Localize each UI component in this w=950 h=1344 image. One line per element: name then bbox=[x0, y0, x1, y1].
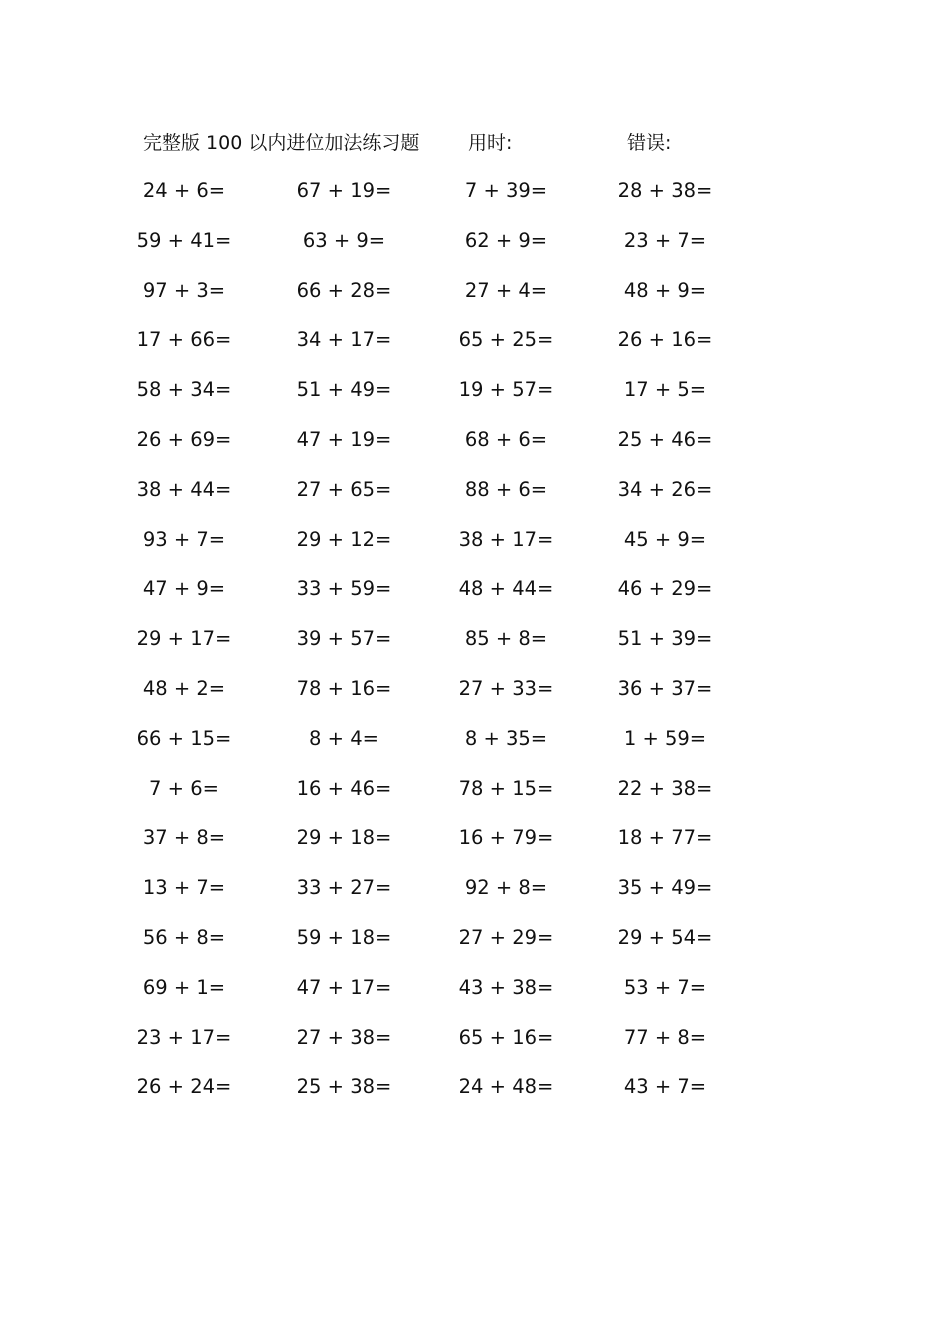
addition-problem: 27 + 33= bbox=[458, 676, 554, 700]
addition-problem: 77 + 8= bbox=[623, 1025, 707, 1049]
addition-problem: 39 + 57= bbox=[296, 627, 392, 651]
addition-problem: 65 + 16= bbox=[458, 1025, 554, 1049]
addition-problem: 18 + 77= bbox=[617, 826, 713, 850]
addition-problem: 23 + 17= bbox=[136, 1025, 232, 1049]
addition-problem: 66 + 15= bbox=[136, 726, 232, 750]
addition-problem: 25 + 38= bbox=[296, 1075, 392, 1099]
addition-problem: 13 + 7= bbox=[142, 876, 226, 900]
problem-row bbox=[0, 425, 950, 475]
problem-row bbox=[0, 973, 950, 1023]
problem-row bbox=[0, 1023, 950, 1073]
addition-problem: 16 + 46= bbox=[296, 776, 392, 800]
addition-problem: 24 + 48= bbox=[458, 1075, 554, 1099]
addition-problem: 17 + 66= bbox=[136, 328, 232, 352]
addition-problem: 56 + 8= bbox=[142, 925, 226, 949]
addition-problem: 93 + 7= bbox=[142, 527, 226, 551]
addition-problem: 34 + 26= bbox=[617, 477, 713, 501]
addition-problem: 24 + 6= bbox=[142, 179, 226, 202]
addition-problem: 46 + 29= bbox=[617, 577, 713, 601]
addition-problem: 36 + 37= bbox=[617, 676, 713, 700]
time-used-label: 用时: bbox=[468, 132, 513, 154]
addition-problem: 38 + 17= bbox=[458, 527, 554, 551]
addition-problem: 53 + 7= bbox=[623, 975, 707, 999]
addition-problem: 92 + 8= bbox=[464, 876, 548, 900]
addition-problem: 27 + 38= bbox=[296, 1025, 392, 1049]
addition-problem: 78 + 15= bbox=[458, 776, 554, 800]
addition-problem: 19 + 57= bbox=[458, 378, 554, 402]
addition-problem: 33 + 59= bbox=[296, 577, 392, 601]
addition-problem: 48 + 2= bbox=[142, 676, 226, 700]
addition-problem: 66 + 28= bbox=[296, 278, 392, 302]
addition-problem: 37 + 8= bbox=[142, 826, 226, 850]
problem-row bbox=[0, 873, 950, 923]
addition-problem: 1 + 59= bbox=[623, 726, 707, 750]
addition-problem: 59 + 18= bbox=[296, 925, 392, 949]
addition-problem: 22 + 38= bbox=[617, 776, 713, 800]
addition-problem: 48 + 9= bbox=[623, 278, 707, 302]
addition-problem: 29 + 18= bbox=[296, 826, 392, 850]
problem-row bbox=[0, 325, 950, 375]
addition-problem: 65 + 25= bbox=[458, 328, 554, 352]
addition-problem: 47 + 17= bbox=[296, 975, 392, 999]
problem-row bbox=[0, 375, 950, 425]
problem-row bbox=[0, 276, 950, 326]
addition-problem: 68 + 6= bbox=[464, 427, 548, 451]
addition-problem: 43 + 7= bbox=[623, 1075, 707, 1099]
addition-problem: 45 + 9= bbox=[623, 527, 707, 551]
addition-problem: 29 + 12= bbox=[296, 527, 392, 551]
addition-problem: 29 + 17= bbox=[136, 627, 232, 651]
problem-row bbox=[0, 525, 950, 575]
addition-problem: 88 + 6= bbox=[464, 477, 548, 501]
addition-problem: 58 + 34= bbox=[136, 378, 232, 402]
problem-row bbox=[0, 1072, 950, 1122]
problem-row bbox=[0, 674, 950, 724]
problem-row bbox=[0, 226, 950, 276]
addition-problem: 26 + 24= bbox=[136, 1075, 232, 1099]
addition-problem: 43 + 38= bbox=[458, 975, 554, 999]
addition-problem: 7 + 39= bbox=[464, 179, 548, 202]
addition-problem: 78 + 16= bbox=[296, 676, 392, 700]
addition-problem: 67 + 19= bbox=[296, 179, 392, 202]
error-count-label: 错误: bbox=[627, 132, 672, 154]
addition-problem: 16 + 79= bbox=[458, 826, 554, 850]
addition-problem: 47 + 9= bbox=[142, 577, 226, 601]
addition-problem: 8 + 4= bbox=[309, 726, 379, 750]
addition-problem: 33 + 27= bbox=[296, 876, 392, 900]
addition-problem: 28 + 38= bbox=[617, 179, 713, 202]
addition-problem: 23 + 7= bbox=[623, 228, 707, 252]
problem-row bbox=[0, 624, 950, 674]
addition-problem: 63 + 9= bbox=[302, 228, 386, 252]
addition-problem: 38 + 44= bbox=[136, 477, 232, 501]
addition-problem: 69 + 1= bbox=[142, 975, 226, 999]
problem-grid bbox=[0, 176, 950, 1122]
addition-problem: 35 + 49= bbox=[617, 876, 713, 900]
addition-problem: 48 + 44= bbox=[458, 577, 554, 601]
page-title: 完整版 100 以内进位加法练习题 bbox=[143, 132, 420, 154]
addition-problem: 85 + 8= bbox=[464, 627, 548, 651]
addition-problem: 34 + 17= bbox=[296, 328, 392, 352]
problem-row bbox=[0, 774, 950, 824]
addition-problem: 27 + 4= bbox=[464, 278, 548, 302]
addition-problem: 27 + 29= bbox=[458, 925, 554, 949]
problem-row bbox=[0, 574, 950, 624]
addition-problem: 8 + 35= bbox=[464, 726, 548, 750]
problem-row bbox=[0, 475, 950, 525]
addition-problem: 51 + 39= bbox=[617, 627, 713, 651]
addition-problem: 25 + 46= bbox=[617, 427, 713, 451]
problem-row bbox=[0, 176, 950, 226]
addition-problem: 51 + 49= bbox=[296, 378, 392, 402]
addition-problem: 62 + 9= bbox=[464, 228, 548, 252]
addition-problem: 7 + 6= bbox=[149, 776, 219, 800]
addition-problem: 26 + 69= bbox=[136, 427, 232, 451]
worksheet-header bbox=[0, 128, 950, 158]
problem-row bbox=[0, 724, 950, 774]
addition-problem: 27 + 65= bbox=[296, 477, 392, 501]
addition-problem: 29 + 54= bbox=[617, 925, 713, 949]
addition-problem: 59 + 41= bbox=[136, 228, 232, 252]
addition-problem: 26 + 16= bbox=[617, 328, 713, 352]
addition-problem: 17 + 5= bbox=[623, 378, 707, 402]
addition-problem: 47 + 19= bbox=[296, 427, 392, 451]
problem-row bbox=[0, 923, 950, 973]
problem-row bbox=[0, 823, 950, 873]
addition-problem: 97 + 3= bbox=[142, 278, 226, 302]
